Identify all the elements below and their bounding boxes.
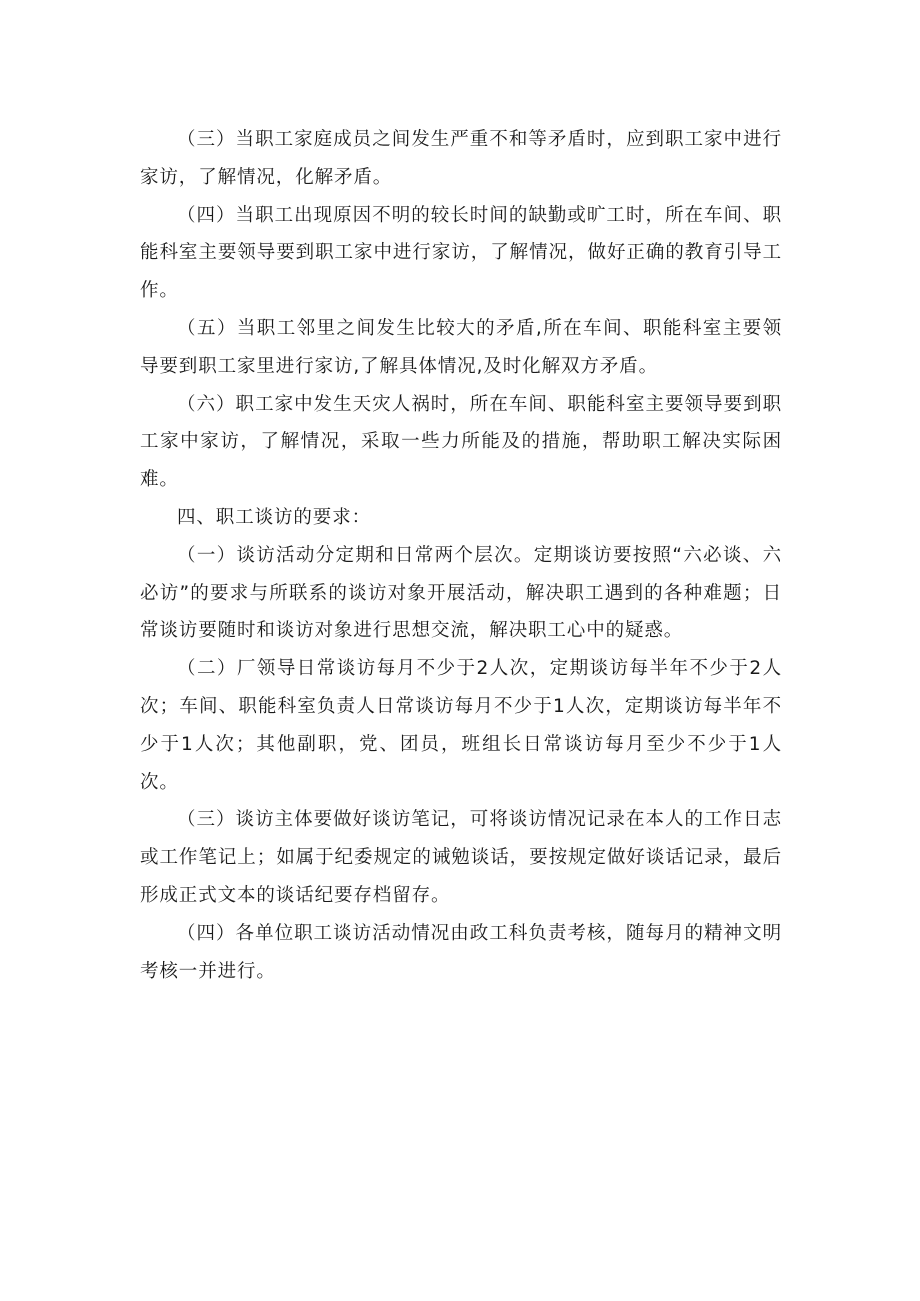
paragraph-assessment: （四）各单位职工谈访活动情况由政工科负责考核，随每月的精神文明考核一并进行。	[140, 922, 782, 982]
paragraph-neighbor-conflict: （五）当职工邻里之间发生比较大的矛盾,所在车间、职能科室主要领导要到职工家里进行家访,了解具体情况,及时化解双方矛盾。	[140, 317, 782, 377]
paragraph-visit-frequency: （二）厂领导日常谈访每月不少于2人次，定期谈访每半年不少于2人次；车间、职能科室负责人日常谈访每月不少于1人次，定期谈访每半年不少于1人次；其他副职，党、团员，班组长日常谈访每月至少不少于1人次。	[140, 658, 782, 793]
paragraph-visit-levels: （一）谈访活动分定期和日常两个层次。定期谈访要按照“六必谈、六必访”的要求与所联系的谈访对象开展活动，解决职工遇到的各种难题；日常谈访要随时和谈访对象进行思想交流，解决职工心中的疑惑。	[140, 544, 782, 642]
paragraph-absence: （四）当职工出现原因不明的较长时间的缺勤或旷工时，所在车间、职能科室主要领导要到职工家中进行家访，了解情况，做好正确的教育引导工作。	[140, 204, 782, 302]
paragraph-visit-notes: （三）谈访主体要做好谈访笔记，可将谈访情况记录在本人的工作日志或工作笔记上；如属于纪委规定的诫勉谈话，要按规定做好谈话记录，最后形成正式文本的谈话纪要存档留存。	[140, 809, 782, 906]
document-body	[140, 121, 782, 990]
paragraph-family-conflict: （三）当职工家庭成员之间发生严重不和等矛盾时，应到职工家中进行家访，了解情况，化解矛盾。	[140, 129, 782, 188]
section-heading-requirements: 四、职工谈访的要求：	[177, 506, 372, 528]
paragraph-disaster: （六）职工家中发生天灾人祸时，所在车间、职能科室主要领导要到职工家中家访，了解情况，采取一些力所能及的措施，帮助职工解决实际困难。	[140, 393, 782, 491]
